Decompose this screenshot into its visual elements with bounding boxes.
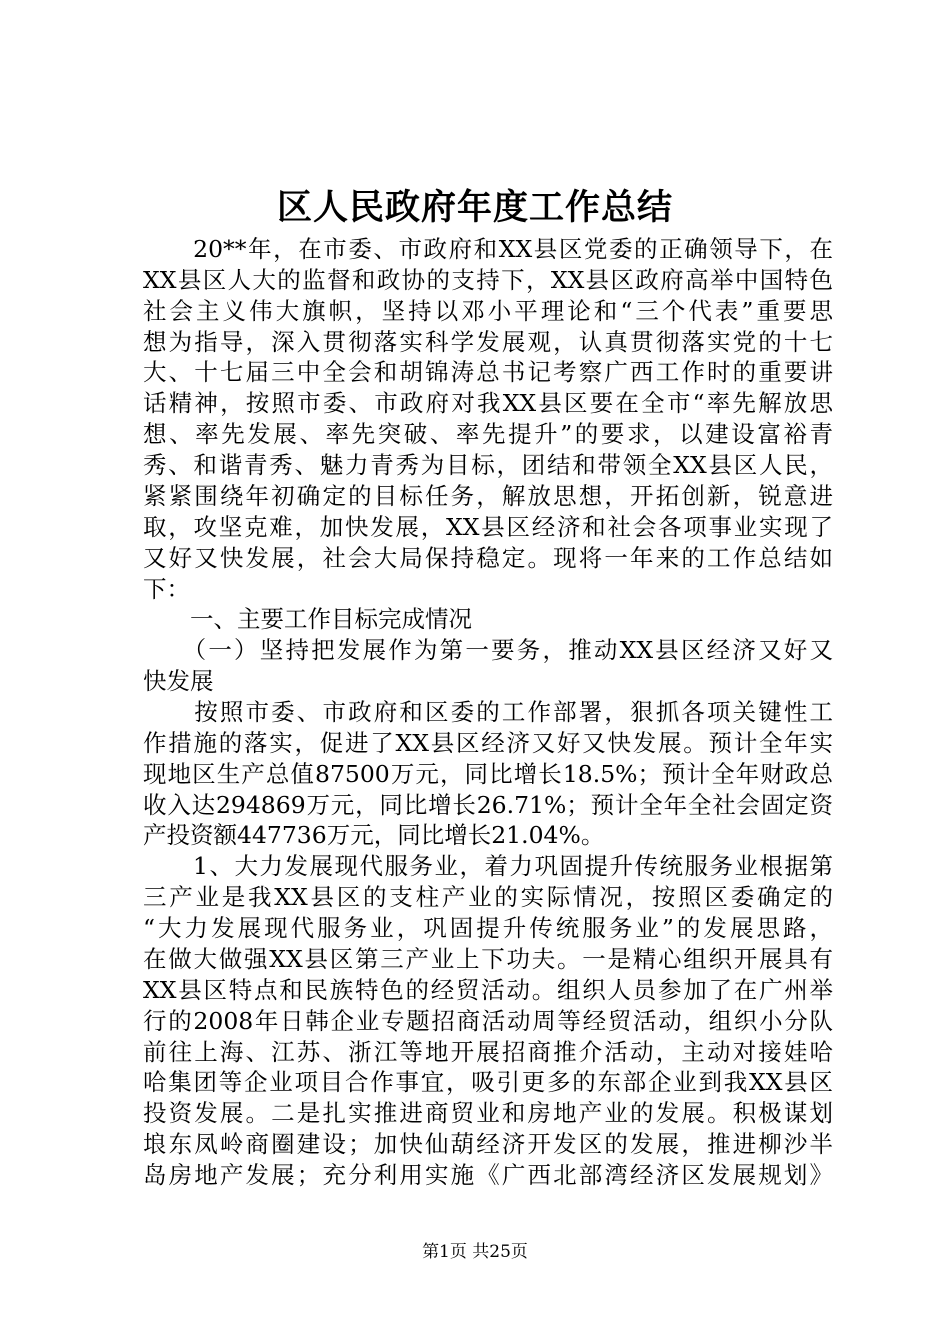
text-line: 收入达294869万元，同比增长26.71%；预计全年全社会固定资 bbox=[143, 790, 833, 819]
text-line: 按照市委、市政府和区委的工作部署，狠抓各项关键性工 bbox=[143, 698, 833, 726]
text-line: 三产业是我XX县区的支柱产业的实际情况，按照区委确定的 bbox=[143, 883, 833, 912]
text-line: 前往上海、江苏、浙江等地开展招商推介活动，主动对接娃哈 bbox=[143, 1037, 833, 1066]
text-line: 20**年，在市委、市政府和XX县区党委的正确领导下，在 bbox=[143, 235, 833, 263]
subsection-heading: （一）坚持把发展作为第一要务，推动XX县区经济又好又 bbox=[143, 636, 833, 665]
text-line: 想为指导，深入贯彻落实科学发展观，认真贯彻落实党的十七 bbox=[143, 327, 833, 356]
page-number-footer: 第1页 共25页 bbox=[422, 1242, 528, 1262]
text-line: 取，攻坚克难，加快发展，XX县区经济和社会各项事业实现了 bbox=[143, 512, 833, 541]
text-line: 岛房地产发展；充分利用实施《广西北部湾经济区发展规划》 bbox=[143, 1161, 833, 1189]
text-line: 想、率先发展、率先突破、率先提升”的要求，以建设富裕青 bbox=[143, 420, 833, 449]
text-line: XX县区特点和民族特色的经贸活动。组织人员参加了在广州举 bbox=[143, 975, 833, 1004]
section-heading: 一、主要工作目标完成情况 bbox=[143, 605, 472, 634]
text-line: 作措施的落实，促进了XX县区经济又好又快发展。预计全年实 bbox=[143, 728, 833, 757]
text-line: 下： bbox=[143, 574, 190, 603]
text-line: 现地区生产总值87500万元，同比增长18.5%；预计全年财政总 bbox=[143, 759, 833, 788]
text-line: 紧紧围绕年初确定的目标任务，解放思想，开拓创新，锐意进 bbox=[143, 481, 833, 510]
text-line: 投资发展。二是扎实推进商贸业和房地产业的发展。积极谋划 bbox=[143, 1099, 833, 1128]
text-line: 在做大做强XX县区第三产业上下功夫。一是精心组织开展具有 bbox=[143, 944, 833, 973]
text-line: 埌东凤岭商圈建设；加快仙葫经济开发区的发展，推进柳沙半 bbox=[143, 1130, 833, 1159]
text-line: 话精神，按照市委、市政府对我XX县区要在全市“率先解放思 bbox=[143, 389, 833, 418]
subsection-heading: 快发展 bbox=[143, 667, 214, 696]
text-line: 行的2008年日韩企业专题招商活动周等经贸活动，组织小分队 bbox=[143, 1006, 833, 1035]
text-line: XX县区人大的监督和政协的支持下，XX县区政府高举中国特色 bbox=[143, 265, 833, 294]
text-line: 秀、和谐青秀、魅力青秀为目标，团结和带领全XX县区人民， bbox=[143, 451, 833, 480]
page-title: 区人民政府年度工作总结 bbox=[276, 187, 673, 228]
text-line: 大、十七届三中全会和胡锦涛总书记考察广西工作时的重要讲 bbox=[143, 358, 833, 387]
text-line: “大力发展现代服务业，巩固提升传统服务业”的发展思路， bbox=[143, 914, 833, 943]
text-line: 社会主义伟大旗帜，坚持以邓小平理论和“三个代表”重要思 bbox=[143, 296, 833, 325]
text-line: 又好又快发展，社会大局保持稳定。现将一年来的工作总结如 bbox=[143, 543, 833, 572]
text-line: 哈集团等企业项目合作事宜，吸引更多的东部企业到我XX县区 bbox=[143, 1068, 833, 1097]
text-line: 产投资额447736万元，同比增长21.04%。 bbox=[143, 821, 605, 850]
text-line: 1、大力发展现代服务业，着力巩固提升传统服务业根据第 bbox=[143, 852, 833, 881]
